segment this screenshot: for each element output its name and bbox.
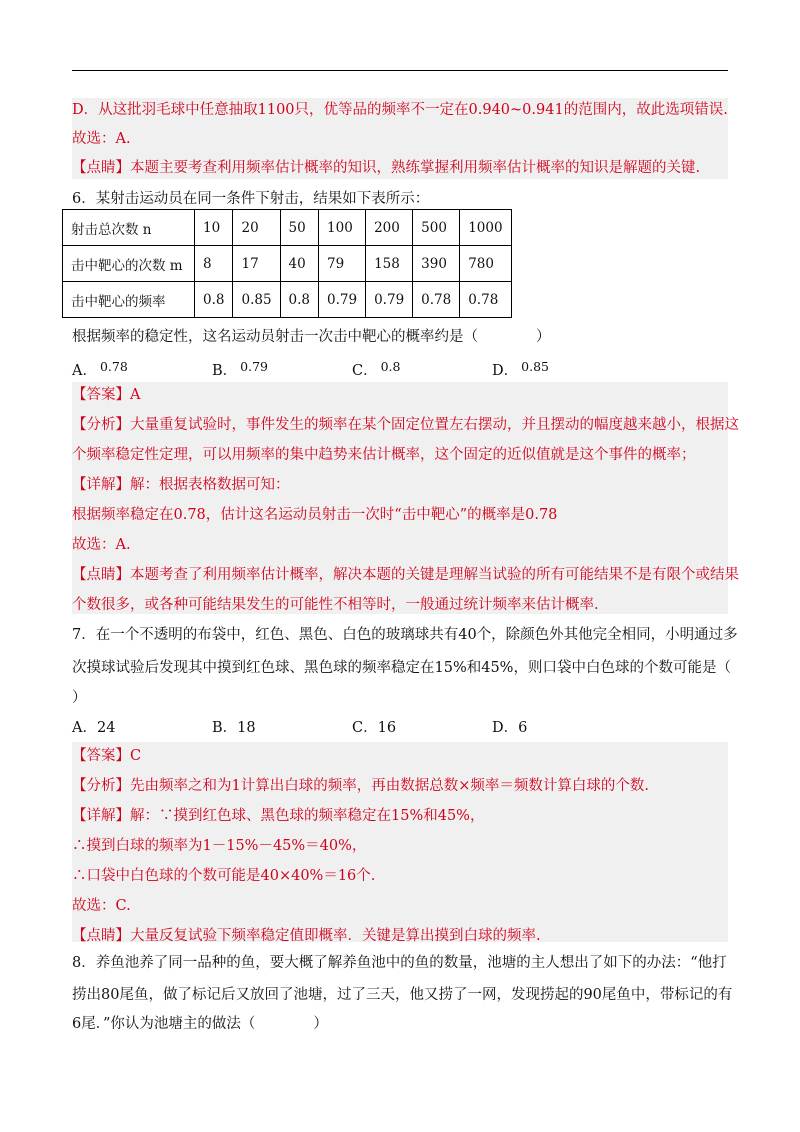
option-value: 18: [237, 720, 256, 736]
prev-solution-block: [72, 98, 728, 179]
table-cell: 射击总次数 n: [63, 210, 195, 246]
table-cell: 10: [195, 210, 233, 246]
option-letter: D．: [492, 363, 519, 379]
q6-option-a: [72, 359, 128, 380]
table-cell: 0.78: [460, 282, 511, 318]
q6-comment-line-2: 个数很多，或各种可能结果发生的可能性不相等时，一般通过统计频率来估计概率.: [72, 597, 599, 613]
q6-solution-block: [72, 382, 739, 614]
table-cell: 390: [413, 246, 460, 282]
q7-stem-line-2: 次摸球试验后发现其中摸到红色球、黑色球的频率稳定在15%和45%，则口袋中白色球的个数可能是（: [72, 660, 731, 676]
q7-option-d: [492, 716, 527, 737]
q7-detail-line-1: 【详解】解：∵摸到红色球、黑色球的频率稳定在15%和45%，: [72, 808, 485, 824]
table-cell: 100: [319, 210, 366, 246]
q6-analysis-line-2: 个频率稳定性定理，可以用频率的集中趋势来估计概率，这个固定的近似值就是这个事件的概率；: [72, 447, 696, 463]
table-cell: 击中靶心的次数 m: [63, 246, 195, 282]
q7-analysis: 【分析】先由频率之和为1计算出白球的频率，再由数据总数×频率＝频数计算白球的个数.: [72, 778, 649, 794]
q7-comment: 【点睛】大量反复试验下频率稳定值即概率．关键是算出摸到白球的频率.: [72, 928, 541, 944]
table-cell: 500: [413, 210, 460, 246]
q6-choose: 故选：A.: [72, 537, 131, 553]
q8-stem-line-1: 8．养鱼池养了同一品种的鱼，要大概了解养鱼池中的鱼的数量，池塘的主人想出了如下的办法：“他打: [72, 955, 727, 971]
table-cell: 0.8: [280, 282, 318, 318]
option-letter: B．: [212, 720, 238, 736]
q6-detail-line-1: 【详解】解：根据表格数据可知：: [72, 477, 290, 493]
table-cell: 158: [366, 246, 413, 282]
header-rule: [72, 70, 728, 71]
prev-comment-text: 【点睛】本题主要考查利用频率估计概率的知识，熟练掌握利用频率估计概率的知识是解题的关键.: [72, 160, 701, 176]
q6-option-c: [352, 359, 401, 380]
table-cell: 0.78: [413, 282, 460, 318]
q7-solution-block: [72, 742, 728, 942]
prev-option-d-text: D．从这批羽毛球中任意抽取1100只，优等品的频率不一定在0.940~0.941的范围内，故此选项错误.: [72, 102, 728, 118]
option-value: 0.85: [521, 359, 549, 374]
table-cell: 0.8: [195, 282, 233, 318]
table-row: [63, 282, 512, 318]
option-value: 16: [377, 720, 397, 736]
q7-stem-line-1: 7．在一个不透明的布袋中，红色、黑色、白色的玻璃球共有40个，除颜色外其他完全相同，小明通过多: [72, 627, 738, 643]
q7-option-a: [72, 716, 115, 737]
option-value: 24: [96, 720, 116, 736]
q7-detail-line-3: ∴口袋中白色球的个数可能是40×40%＝16个.: [72, 868, 376, 884]
option-letter: D．: [492, 720, 519, 736]
table-row: [63, 246, 512, 282]
table-cell: 0.79: [319, 282, 366, 318]
q7-option-c: [352, 716, 396, 737]
q6-question: 根据频率的稳定性，这名运动员射击一次击中靶心的概率约是（ ）: [72, 329, 551, 345]
q6-answer: 【答案】A: [72, 387, 141, 403]
q7-option-b: [212, 716, 256, 737]
table-cell: 击中靶心的频率: [63, 282, 195, 318]
option-value: 0.8: [380, 359, 401, 374]
table-cell: 0.79: [366, 282, 413, 318]
q8-stem-line-2: 捞出80尾鱼，做了标记后又放回了池塘，过了三天，他又捞了一网，发现捞起的90尾鱼中，带标记的有: [72, 987, 733, 1003]
option-value: 0.79: [240, 359, 268, 374]
option-value: 6: [518, 720, 528, 736]
q7-stem-line-3: ）: [72, 690, 87, 706]
q7-detail-line-2: ∴摸到白球的频率为1－15%－45%＝40%，: [72, 838, 367, 854]
option-letter: A．: [72, 720, 97, 736]
option-letter: B．: [212, 363, 238, 379]
q6-detail-line-2: 根据频率稳定在0.78，估计这名运动员射击一次时“击中靶心”的概率是0.78: [72, 507, 558, 523]
table-cell: 1000: [460, 210, 511, 246]
table-cell: 40: [280, 246, 318, 282]
table-cell: 780: [460, 246, 511, 282]
q7-answer: 【答案】C: [72, 748, 142, 764]
table-cell: 79: [319, 246, 366, 282]
table-cell: 20: [233, 210, 280, 246]
option-letter: C．: [352, 720, 378, 736]
prev-choose-text: 故选：A.: [72, 131, 131, 147]
q6-option-b: [212, 359, 268, 380]
q6-option-d: [492, 359, 549, 380]
table-cell: 0.85: [233, 282, 280, 318]
q7-choose: 故选：C.: [72, 898, 131, 914]
option-letter: C．: [352, 363, 378, 379]
table-cell: 17: [233, 246, 280, 282]
q6-comment-line-1: 【点睛】本题考查了利用频率估计概率，解决本题的关键是理解当试验的所有可能结果不是有限个或结果: [72, 567, 739, 583]
q6-results-table: [62, 209, 512, 318]
q6-analysis-line-1: 【分析】大量重复试验时，事件发生的频率在某个固定位置左右摆动，并且摆动的幅度越来越小，根据这: [72, 417, 739, 433]
table-cell: 8: [195, 246, 233, 282]
table-cell: 200: [366, 210, 413, 246]
q8-stem-line-3: 6尾．”你认为池塘主的做法（ ）: [72, 1016, 328, 1032]
q6-stem: 6．某射击运动员在同一条件下射击，结果如下表所示：: [72, 191, 430, 207]
table-row: [63, 210, 512, 246]
option-letter: A．: [72, 363, 97, 379]
option-value: 0.78: [99, 359, 128, 374]
table-cell: 50: [280, 210, 318, 246]
